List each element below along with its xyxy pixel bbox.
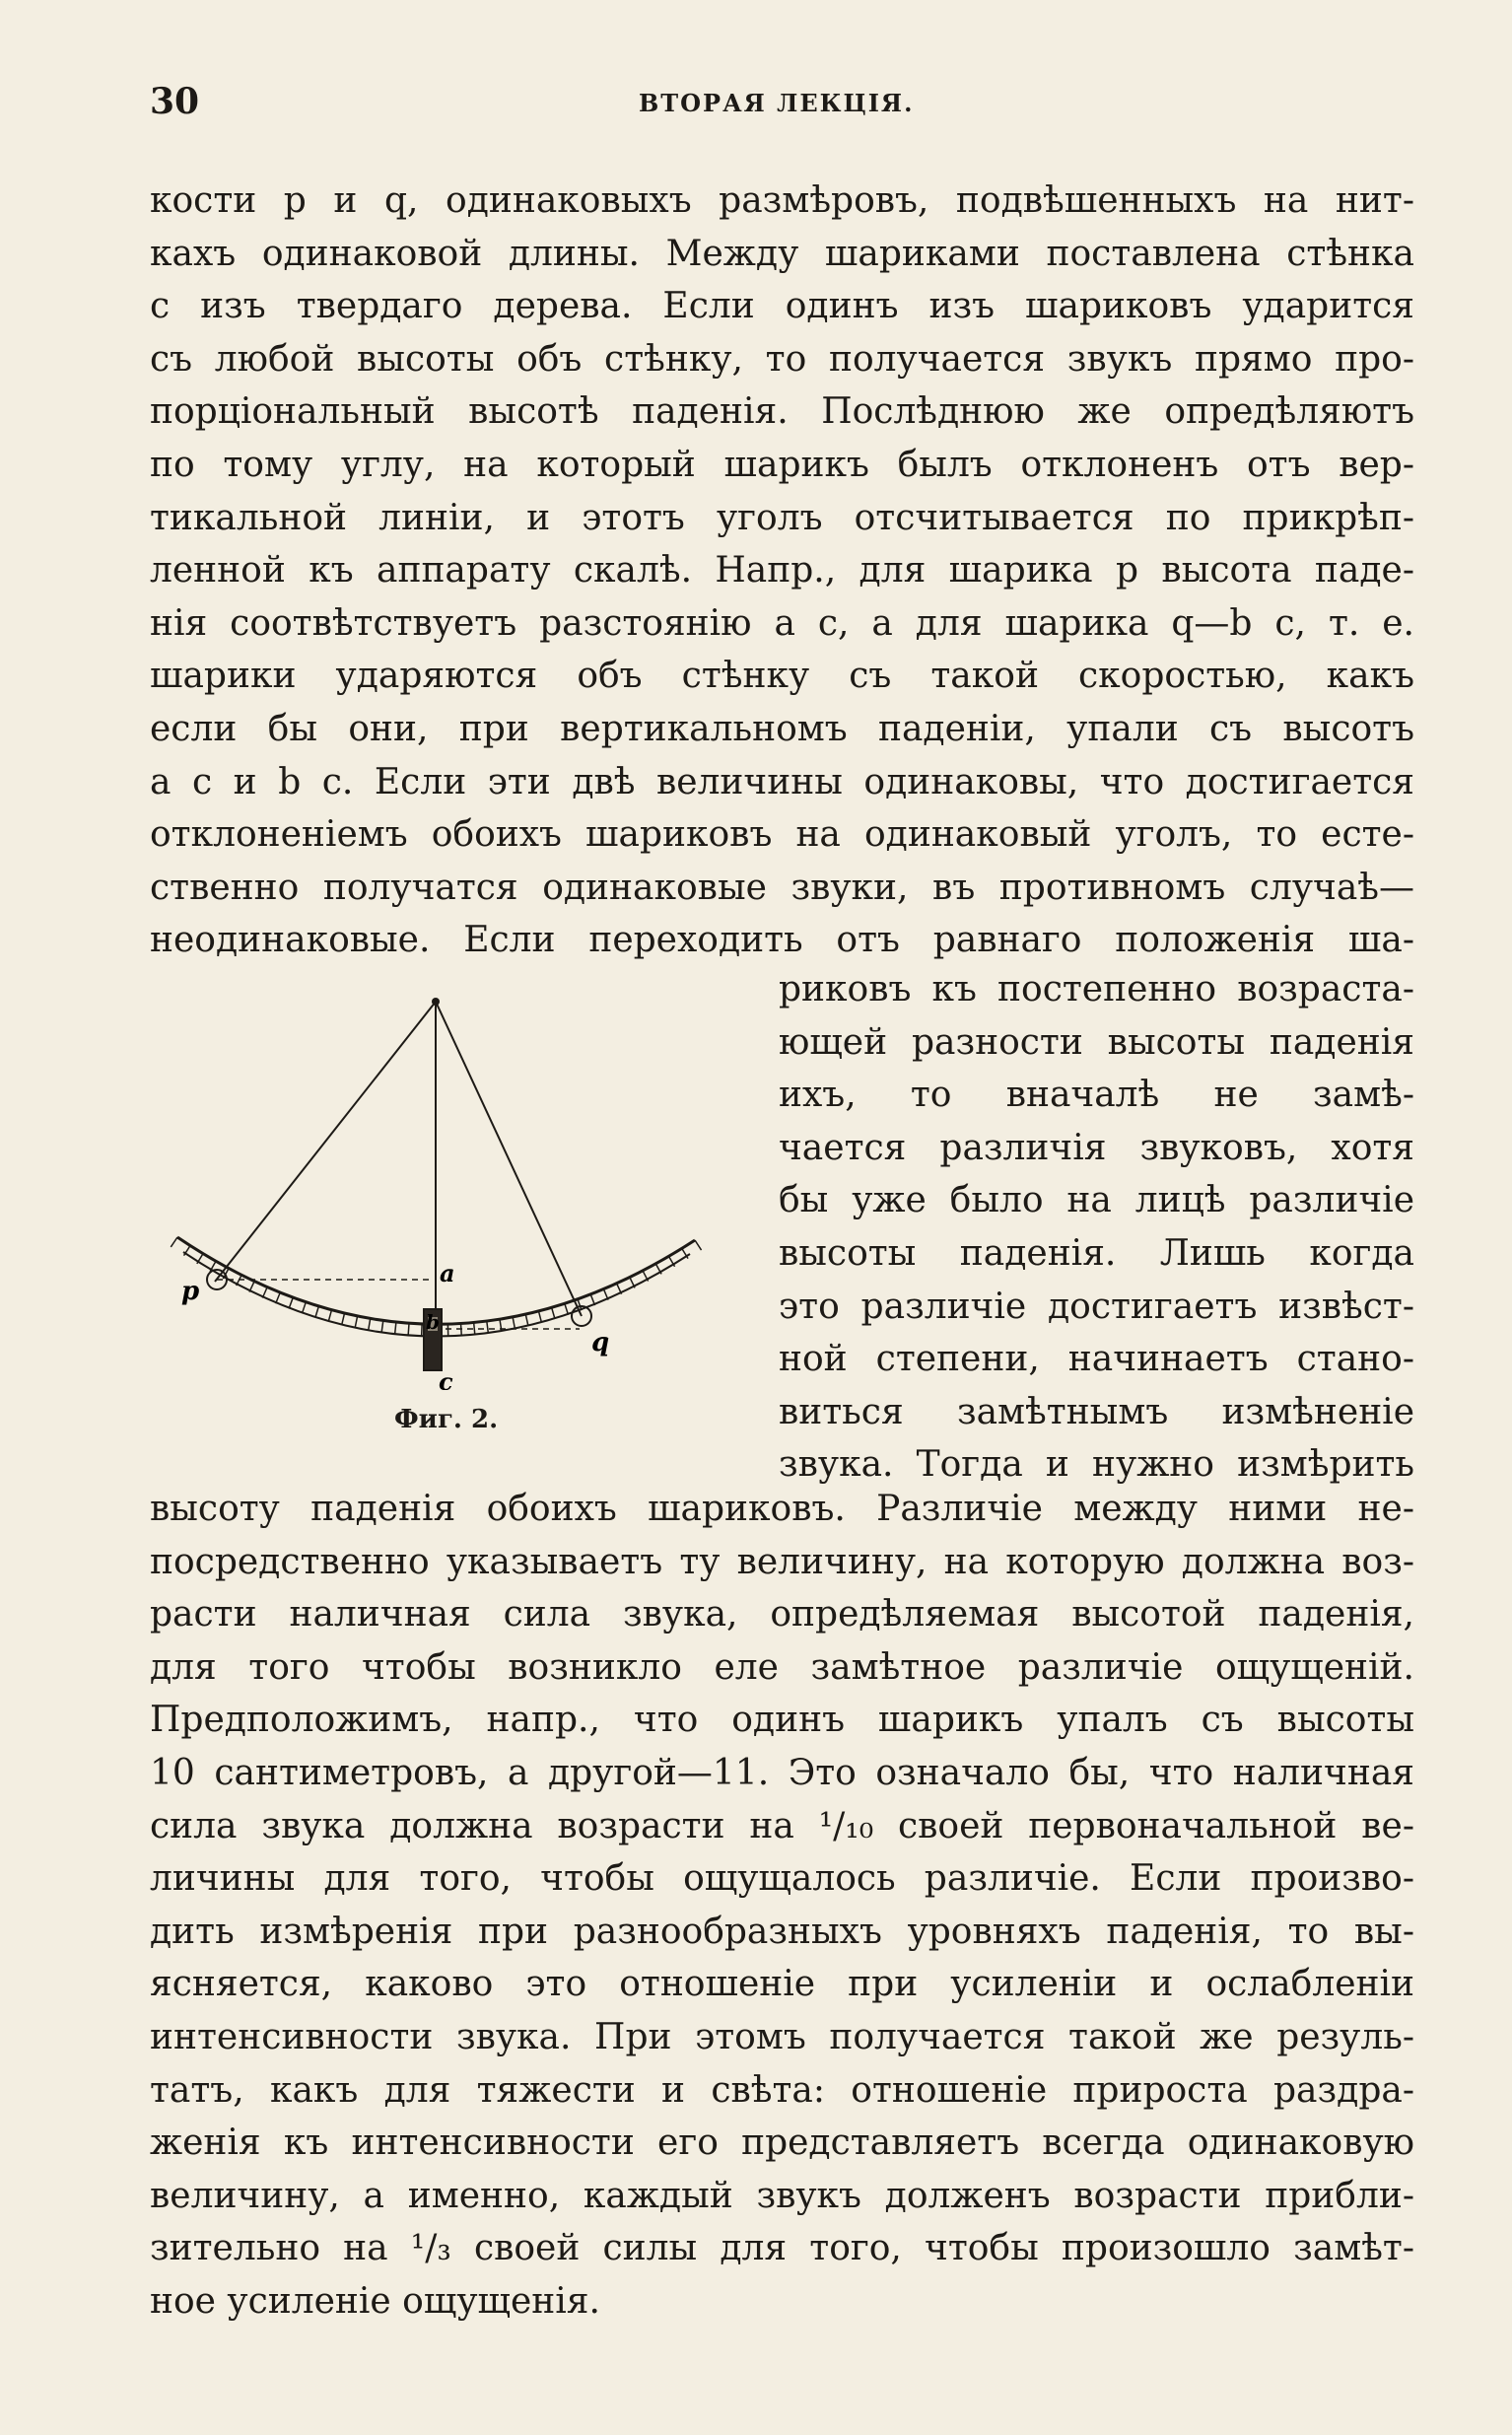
text-line: Предположимъ, напр., что одинъ шарикъ упалъ съ высоты <box>150 1700 1414 1741</box>
text-line: ленной къ аппарату скалѣ. Напр., для шарика p высота паде- <box>150 550 1414 591</box>
text-line: посредственно указываетъ ту величину, на которую должна воз- <box>150 1541 1414 1582</box>
text-line: высоты паденія. Лишь когда <box>779 1233 1414 1274</box>
label-q: q <box>591 1328 610 1357</box>
text-line: 10 сантиметровъ, а другой—11. Это означало бы, что наличная <box>150 1753 1414 1793</box>
text-line: ственно получатся одинаковые звуки, въ противномъ случаѣ— <box>150 867 1414 908</box>
label-a: a <box>440 1259 455 1287</box>
text-line: ной степени, начинаетъ стано- <box>779 1339 1414 1380</box>
text-line: кахъ одинаковой длины. Между шариками поставлена стѣнка <box>150 233 1414 274</box>
figure-caption: Фиг. 2. <box>394 1405 499 1434</box>
label-c: c <box>439 1367 453 1390</box>
text-line: отклоненіемъ обоихъ шариковъ на одинаковый уголъ, то есте- <box>150 814 1414 856</box>
text-line: это различіе достигаетъ извѣст- <box>779 1286 1414 1327</box>
page-number: 30 <box>150 81 200 122</box>
text-line: для того чтобы возникло еле замѣтное различіе ощущеній. <box>150 1646 1414 1688</box>
running-head: ВТОРАЯ ЛЕКЦІЯ. <box>639 89 915 117</box>
text-line: зительно на ¹/₃ своей силы для того, чтобы произошло замѣт- <box>150 2228 1414 2269</box>
text-line: татъ, какъ для тяжести и свѣта: отношеніе прироста раздра- <box>150 2069 1414 2111</box>
text-line: виться замѣтнымъ измѣненіе <box>779 1391 1414 1432</box>
text-line: съ любой высоты объ стѣнку, то получается звукъ прямо про- <box>150 338 1414 380</box>
text-line: интенсивности звука. При этомъ получается такой же резуль- <box>150 2017 1414 2057</box>
text-line: неодинаковые. Если переходить отъ равнаго положенія ша- <box>150 920 1414 961</box>
text-line: тикальной линіи, и этотъ уголъ отсчитывается по прикрѣп- <box>150 497 1414 538</box>
string-q <box>436 1002 582 1316</box>
text-line: звука. Тогда и нужно измѣрить <box>779 1444 1414 1486</box>
text-line: кости p и q, одинаковыхъ размѣровъ, подвѣшенныхъ на нит- <box>150 180 1414 221</box>
label-p: p <box>181 1277 200 1306</box>
text-line: женія къ интенсивности его представляетъ всегда одинаковую <box>150 2122 1414 2164</box>
string-p <box>215 1002 436 1282</box>
pivot-point <box>432 998 440 1006</box>
text-line: порціональный высотѣ паденія. Послѣднюю же опредѣляютъ <box>150 391 1414 433</box>
text-line: ющей разности высоты паденія <box>779 1021 1414 1063</box>
label-b: b <box>426 1310 440 1334</box>
text-line: ное усиленіе ощущенія. <box>150 2281 600 2322</box>
text-line: a c и b c. Если эти двѣ величины одинаковы, что достигается <box>150 761 1414 802</box>
text-line: расти наличная сила звука, опредѣляемая высотой паденія, <box>150 1594 1414 1635</box>
text-line: дить измѣренія при разнообразныхъ уровняхъ паденія, то вы- <box>150 1911 1414 1952</box>
text-line: сила звука должна возрасти на ¹/₁₀ своей первоначальной ве- <box>150 1805 1414 1846</box>
text-line: ясняется, каково это отношеніе при усиленіи и ослабленіи <box>150 1964 1414 2005</box>
text-line: величину, а именно, каждый звукъ долженъ возрасти прибли- <box>150 2175 1414 2216</box>
text-line: нія соотвѣтствуетъ разстоянію a c, а для шарика q—b c, т. е. <box>150 602 1414 644</box>
text-line: бы уже было на лицѣ различіе <box>779 1180 1414 1221</box>
text-line: личины для того, чтобы ощущалось различіе. Если произво- <box>150 1858 1414 1900</box>
text-line: чается различія звуковъ, хотя <box>779 1127 1414 1168</box>
text-line: шарики ударяются объ стѣнку съ такой скоростью, какъ <box>150 656 1414 697</box>
text-line: если бы они, при вертикальномъ паденіи, упали съ высотъ <box>150 709 1414 749</box>
text-line: по тому углу, на который шарикъ былъ отклоненъ отъ вер- <box>150 445 1414 485</box>
text-line: ихъ, то вначалѣ не замѣ- <box>779 1075 1414 1116</box>
text-line: c изъ твердаго дерева. Если одинъ изъ шариковъ ударится <box>150 286 1414 327</box>
text-line: высоту паденія обоихъ шариковъ. Различіе между ними не- <box>150 1489 1414 1529</box>
pendulum-apparatus-figure <box>158 986 710 1390</box>
text-line: риковъ къ постепенно возраста- <box>779 969 1414 1009</box>
